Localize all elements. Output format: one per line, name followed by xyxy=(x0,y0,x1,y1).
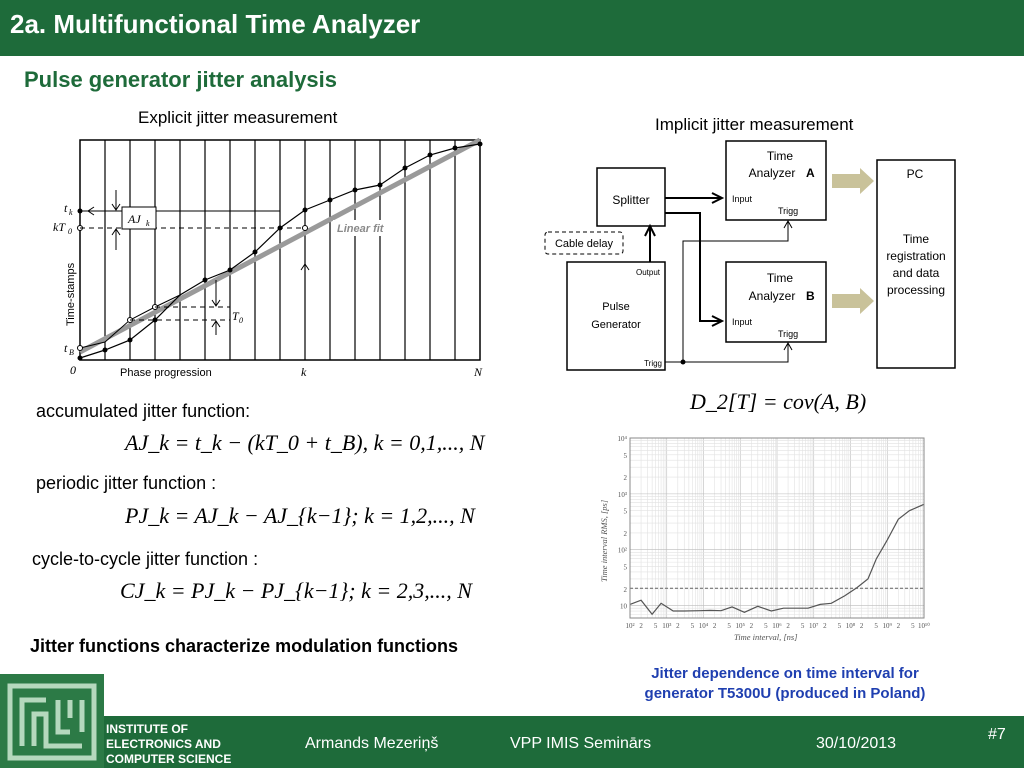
y-tick-label: 2 xyxy=(623,585,627,594)
x-tick-label: 5 xyxy=(690,622,695,630)
accumulated-jitter-formula: AJ_k = t_k − (kT_0 + t_B), k = 0,1,..., N xyxy=(125,430,485,455)
conclusion-text: Jitter functions characterize modulation functions xyxy=(30,636,459,656)
graph-caption xyxy=(600,664,970,704)
tk-sub: k xyxy=(69,208,73,217)
x-tick-label: 5 xyxy=(800,622,805,630)
y-tick-label: 10³ xyxy=(617,490,627,499)
x-tick-label: 10¹⁰ xyxy=(918,622,930,630)
pc-block xyxy=(877,160,955,368)
dashed-guides xyxy=(80,228,305,320)
y-tick-label: 5 xyxy=(623,507,627,516)
institute-line2: ELECTRONICS AND xyxy=(106,737,221,751)
x-tick-label: 10⁵ xyxy=(735,622,745,630)
ta-a-line1: Time xyxy=(766,149,794,163)
graph-y-label: Time interval RMS, [ps] xyxy=(599,499,609,582)
phase-label: Phase progression xyxy=(120,367,212,379)
x-tick-label: 10³ xyxy=(662,622,672,630)
cycle-jitter-label: cycle-to-cycle jitter function : xyxy=(32,549,259,569)
timestamps-label: Time-stamps xyxy=(65,262,77,326)
ta-a-letter: A xyxy=(806,166,815,180)
pulse-generator-block xyxy=(567,262,665,370)
y-tick-label: 10² xyxy=(617,546,627,555)
x-tick-label: 10⁹ xyxy=(882,622,892,630)
explicit-caption: Explicit jitter measurement xyxy=(138,108,338,127)
x-tick-label: 2 xyxy=(639,622,643,630)
tb-label: t xyxy=(64,341,68,355)
y-tick-label: 10⁴ xyxy=(617,435,627,443)
graph-grid xyxy=(630,438,924,618)
graph-caption-line1: Jitter dependence on time interval for xyxy=(651,665,919,682)
ta-b-trigg: Trigg xyxy=(778,329,799,339)
y-tick-label: 10 xyxy=(620,602,627,611)
splitter-label: Splitter xyxy=(612,193,650,207)
pg-trigg-label: Trigg xyxy=(644,359,662,368)
phase-grid-lines xyxy=(105,140,455,360)
x-tick-label: 10⁶ xyxy=(772,622,782,630)
x-tick-label: 2 xyxy=(896,622,901,630)
pc-label: PC xyxy=(906,167,924,181)
institute-line3: COMPUTER SCIENCE xyxy=(106,752,232,766)
x-tick-label: 2 xyxy=(786,622,790,630)
x-tick-label: 10⁷ xyxy=(809,622,819,630)
x-tick-label: 10⁴ xyxy=(698,622,709,630)
explicit-jitter-diagram xyxy=(40,130,510,385)
footer-author: Armands Mezeriņš xyxy=(305,735,439,752)
x-tick-label: 2 xyxy=(823,622,827,630)
trigger-junction xyxy=(681,360,686,365)
n-label: N xyxy=(474,365,483,379)
periodic-jitter-label: periodic jitter function : xyxy=(36,473,217,493)
tk-label: t xyxy=(64,201,68,215)
ajk-arrows xyxy=(88,190,309,360)
covariance-formula: D_2[T] = cov(A, B) xyxy=(690,389,867,414)
ajk-sub: k xyxy=(146,219,150,228)
slide-subtitle: Pulse generator jitter analysis xyxy=(24,67,338,92)
footer-date: 30/10/2013 xyxy=(816,735,897,752)
ta-b-input: Input xyxy=(732,317,753,327)
y-tick-label: 2 xyxy=(623,529,627,538)
t0-label: T xyxy=(232,309,239,323)
arrow-a-to-pc xyxy=(832,168,874,194)
cycle-jitter-formula: CJ_k = PJ_k − PJ_{k−1}; k = 2,3,..., N xyxy=(120,578,472,603)
institute-line1: INSTITUTE OF xyxy=(106,722,188,736)
ta-a-trigg: Trigg xyxy=(778,206,799,216)
x-tick-label: 5 xyxy=(727,622,731,630)
pc-line3: and data xyxy=(892,266,940,280)
x-tick-label: 2 xyxy=(859,622,864,630)
linear-fit-label: Linear fit xyxy=(337,223,384,235)
k-label: k xyxy=(301,365,307,379)
pg-output-label: Output xyxy=(635,268,660,277)
x-tick-label: 10² xyxy=(625,622,635,630)
kt0-label: kT xyxy=(53,220,65,234)
x-tick-label: 5 xyxy=(874,622,878,630)
t0-sub: 0 xyxy=(239,316,243,325)
y-tick-label: 5 xyxy=(623,451,627,460)
implicit-caption: Implicit jitter measurement xyxy=(655,115,854,134)
ta-a-input: Input xyxy=(732,194,753,204)
x-tick-label: 2 xyxy=(712,622,717,630)
x-tick-label: 5 xyxy=(764,622,768,630)
cable-delay-label: Cable delay xyxy=(554,238,614,250)
slide-number: #7 xyxy=(988,726,1006,743)
y-tick-label: 5 xyxy=(623,563,627,572)
x-tick-label: 5 xyxy=(653,622,658,630)
ta-b-letter: B xyxy=(806,289,815,303)
footer-seminar: VPP IMIS Seminārs xyxy=(510,735,652,752)
implicit-jitter-diagram xyxy=(540,138,960,378)
logo-icon xyxy=(0,674,104,768)
y-tick-labels xyxy=(618,435,628,611)
slide-title: 2a. Multifunctional Time Analyzer xyxy=(10,9,421,39)
x-tick-labels xyxy=(625,622,930,630)
institute-logo xyxy=(0,674,104,768)
graph-caption-line2: generator T5300U (produced in Poland) xyxy=(644,685,926,702)
ajk-label: AJ xyxy=(128,212,141,226)
x-tick-label: 10⁸ xyxy=(845,622,856,630)
x-tick-label: 5 xyxy=(837,622,842,630)
kt0-sub: 0 xyxy=(68,227,72,236)
periodic-jitter-formula: PJ_k = AJ_k − AJ_{k−1}; k = 1,2,..., N xyxy=(125,503,475,528)
x-tick-label: 5 xyxy=(911,622,915,630)
accumulated-jitter-label: accumulated jitter function: xyxy=(36,401,251,421)
x-tick-label: 2 xyxy=(749,622,754,630)
x-tick-label: 2 xyxy=(676,622,680,630)
jitter-graph xyxy=(594,432,954,647)
pc-line2: registration xyxy=(886,249,946,263)
ta-b-line2: Analyzer xyxy=(748,289,796,303)
tb-sub: B xyxy=(69,348,74,357)
ta-a-line2: Analyzer xyxy=(748,166,796,180)
arrow-b-to-pc xyxy=(832,288,874,314)
pulse-generator-l2: Generator xyxy=(591,319,641,331)
y-tick-label: 2 xyxy=(623,474,627,483)
pulse-generator-l1: Pulse xyxy=(602,301,630,313)
pc-line4: processing xyxy=(886,283,946,297)
graph-x-label: Time interval, [ns] xyxy=(734,632,798,642)
ta-b-line1: Time xyxy=(766,271,794,285)
origin-label: 0 xyxy=(70,363,76,377)
pc-line1: Time xyxy=(902,232,930,246)
